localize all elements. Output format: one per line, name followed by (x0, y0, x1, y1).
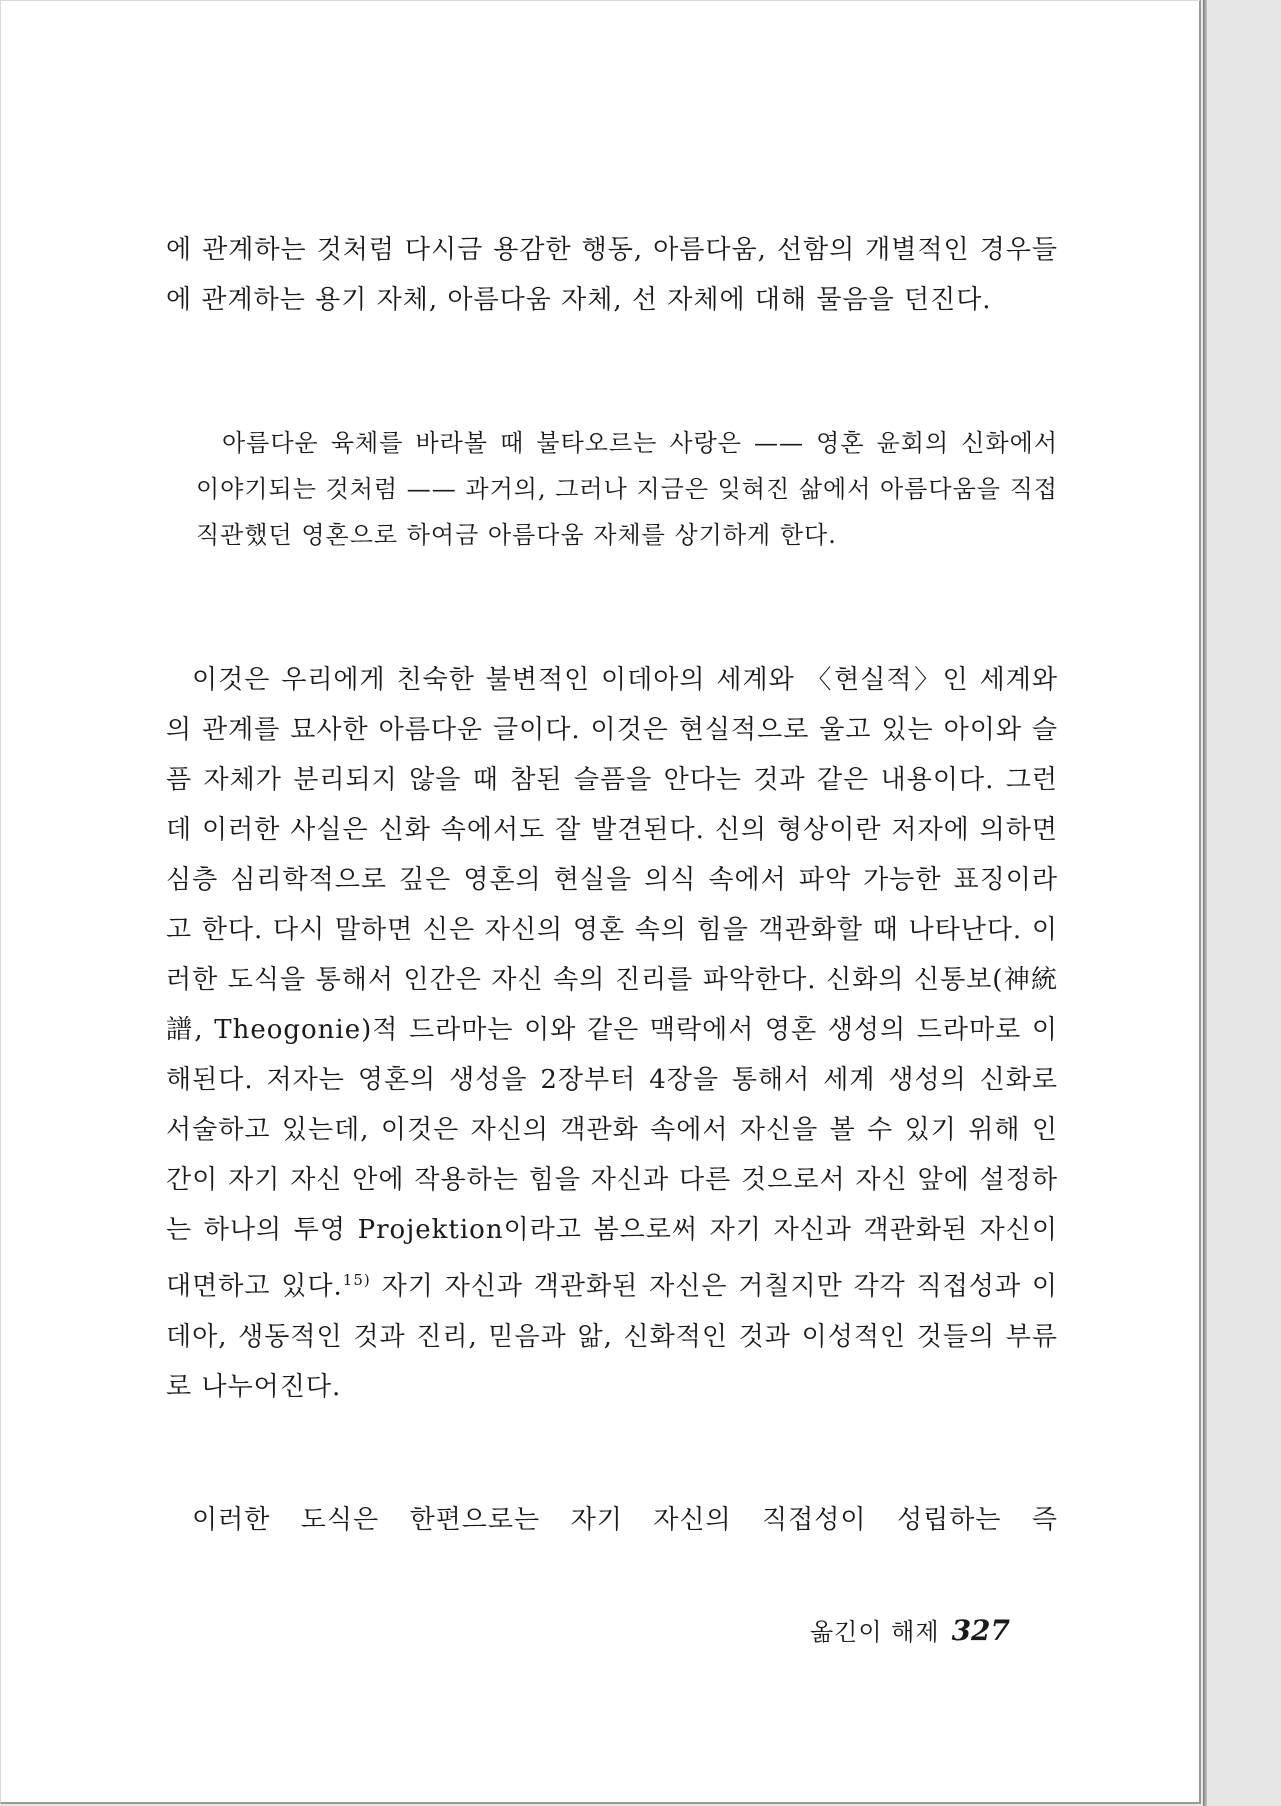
page-footer (810, 1612, 1010, 1647)
paragraph-2-body: 이것은 우리에게 친숙한 불변적인 이데아의 세계와 〈현실적〉인 세계와의 관계를 묘사한 아름다운 글이다. 이것은 현실적으로 울고 있는 아이와 슬픔 자체가 분리되지 않을 때 참된 슬픔을 안다는 것과 같은 내용이다. 그런데 이러한 사실은 신화 속에서도 잘 발견된다. 신의 형상이란 저자에 의하면 심층 심리학적으로 깊은 영혼의 현실을 의식 속에서 파악 가능한 표징이라고 한다. 다시 말하면 신은 자신의 영혼 속의 힘을 객관화할 때 나타난다. 이러한 도식을 통해서 인간은 자신 속의 진리를 파악한다. 신화의 신통보(神統譜, Theogonie)적 드라마는 이와 같은 맥락에서 영혼 생성의 드라마로 이해된다. 저자는 영혼의 생성을 2장부터 4장을 통해서 세계 생성의 신화로 서술하고 있는데, 이것은 자신의 객관화 속에서 자신을 볼 수 있기 위해 인간이 자기 자신 안에 작용하는 힘을 자신과 다른 것으로서 자신 앞에 설정하는 하나의 투영 Projektion이라고 봄으로써 자기 자신과 객관화된 자신이 대면하고 있다. (166, 665, 1058, 1302)
paragraph-1 (166, 225, 1058, 325)
paragraph-1-text: 에 관계하는 것처럼 다시금 용감한 행동, 아름다움, 선함의 개별적인 경우들에 관계하는 용기 자체, 아름다움 자체, 선 자체에 대해 물음을 던진다. (166, 235, 1058, 315)
paragraph-3 (166, 1495, 1058, 1545)
page-number: 327 (951, 1614, 1011, 1647)
paragraph-2-end: 자기 자신과 객관화된 자신은 거칠지만 각각 직접성과 이데아, 생동적인 것과 진리, 믿음과 앎, 신화적인 것과 이성적인 것들의 부류로 나누어진다. (166, 1271, 1058, 1402)
footnote-reference: 15) (342, 1271, 371, 1289)
section-label: 옮긴이 해제 (810, 1618, 940, 1646)
page-edge (1203, 0, 1207, 1806)
paragraph-2 (166, 655, 1058, 1412)
block-quote-text: 아름다운 육체를 바라볼 때 불타오르는 사랑은 —— 영혼 윤회의 신화에서 이야기되는 것처럼 —— 과거의, 그러나 지금은 잊혀진 삶에서 아름다움을 직접 직관했던 영혼으로 하여금 아름다움 자체를 상기하게 한다. (196, 429, 1058, 549)
paragraph-2-text (166, 655, 1058, 1412)
block-quote (196, 420, 1058, 558)
paragraph-3-text: 이러한 도식은 한편으로는 자기 자신의 직접성이 성립하는 즉 (192, 1505, 1058, 1535)
